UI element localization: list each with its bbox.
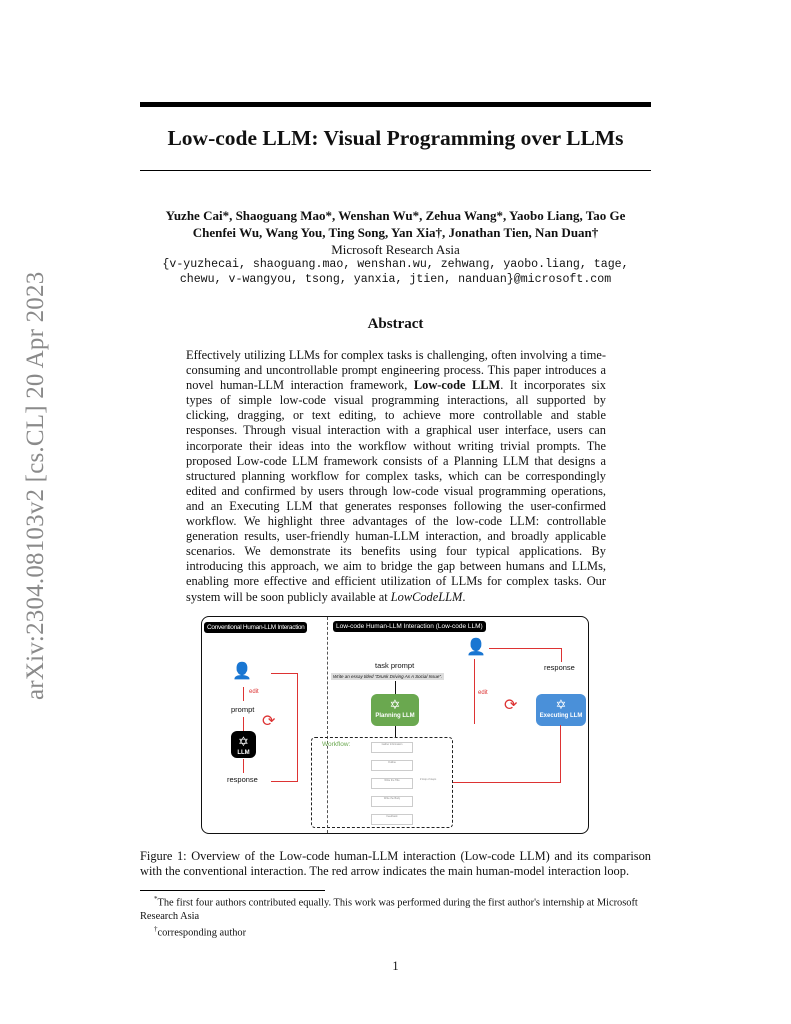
red-arrow <box>489 648 562 649</box>
affiliation: Microsoft Research Asia <box>331 242 460 257</box>
workflow-step: Feedback <box>371 814 413 825</box>
loop-note: # loop of steps <box>420 778 437 781</box>
planning-llm-box <box>371 694 419 726</box>
abstract-text: Effectively utilizing LLMs for complex tasks is challenging, often involving a time-consuming and uncontrollable prompt engineering process. This paper introduces a novel human-LLM interaction framework, <box>186 348 606 393</box>
emails-line-1: {v-yuzhecai, shaoguang.mao, wenshan.wu, zehwang, yaobo.liang, tage, <box>162 258 629 271</box>
page-number: 1 <box>392 959 399 973</box>
prompt-label: prompt <box>231 705 255 714</box>
footnote-mark: † <box>154 925 158 933</box>
footnote-mark: * <box>154 895 158 903</box>
user-icon: 👤 <box>232 663 252 680</box>
response-label: response <box>227 775 258 784</box>
figure-caption: Figure 1: Overview of the Low-code human-LLM interaction (Low-code LLM) and its comparison with the conventional interaction. The red arrow indicates the main human-model interaction loop. <box>140 849 651 878</box>
footnote-2 <box>154 923 246 940</box>
workflow-step: Gather Information <box>371 742 413 753</box>
arrow <box>243 717 244 731</box>
lowcode-title: Low-code Human-LLM Interaction (Low-code LLM) <box>333 621 486 632</box>
cycle-icon: ⟳ <box>504 697 518 714</box>
paper-title: Low-code LLM: Visual Programming over LLMs <box>167 126 624 150</box>
footnote-text: corresponding author <box>157 927 247 939</box>
framework-name: Low-code LLM <box>413 378 501 393</box>
edit-label: edit <box>478 690 488 696</box>
abstract-text: . It incorporates six types of simple low-code visual programming interactions, all supported by clicking, dragging, or text editing, to achieve more controllable and stable responses. Through visual interaction with a graphical user interface, users can incorporate their ideas into the workflow without writing trivial prompts. The proposed Low-code LLM framework consists of a Planning LLM that designs a structured planning workflow for complex tasks, which can be correspondingly edited and confirmed by users through low-code visual programming operations, and an Executing LLM that generates responses following the user-confirmed workflow. We highlight three advantages of the low-code LLM: controllable generation results, user-friendly human-LLM interaction, and broadly applicable scenarios. We demonstrate its benefits using four typical applications. By introducing this approach, we aim to bridge the gap between humans and LLMs, enabling more effective and efficient utilization of LLMs for complex tasks. Our system will be soon publicly available at <box>186 378 606 604</box>
title-rule <box>140 170 651 171</box>
workflow-step: Outline <box>371 760 413 771</box>
executing-label: Executing LLM <box>539 713 583 719</box>
emails-line-2: chewu, v-wangyou, tsong, yanxia, jtien, nanduan}@microsoft.com <box>179 273 612 286</box>
workflow-panel <box>311 737 453 828</box>
edit-arrow <box>474 659 475 724</box>
workflow-label: Workflow: <box>322 741 351 748</box>
arrow <box>243 687 244 701</box>
workflow-step: Write the Title <box>371 778 413 789</box>
abstract-heading: Abstract <box>367 316 424 332</box>
task-prompt-label: task prompt <box>375 661 415 670</box>
lowcodellm-link[interactable]: LowCodeLLM <box>390 589 463 604</box>
executing-llm-box <box>536 694 586 726</box>
arrow <box>395 726 396 737</box>
cycle-icon: ⟳ <box>262 713 276 730</box>
llm-icon: ✡ <box>238 734 249 749</box>
abstract-end: . <box>462 589 466 604</box>
figure-1 <box>201 616 589 834</box>
planning-label: Planning LLM <box>375 713 415 719</box>
llm-icon: ✡ <box>555 697 567 712</box>
arrow <box>243 759 244 773</box>
abstract-body <box>186 348 606 605</box>
llm-box <box>231 731 256 758</box>
llm-icon: ✡ <box>389 697 401 712</box>
red-arrow-to-executing <box>453 725 561 783</box>
conventional-title: Conventional Human-LLM Interaction <box>204 622 307 633</box>
edit-label: edit <box>249 689 259 695</box>
llm-label: LLM <box>237 750 250 756</box>
user-icon: 👤 <box>466 639 486 656</box>
footnote-1 <box>140 893 651 923</box>
arxiv-stamp: arXiv:2304.08103v2 [cs.CL] 20 Apr 2023 <box>22 271 49 700</box>
authors-line-1: Yuzhe Cai*, Shaoguang Mao*, Wenshan Wu*, Zehua Wang*, Yaobo Liang, Tao Ge <box>165 208 626 223</box>
workflow-step: Write the Body <box>371 796 413 807</box>
response-label: response <box>544 663 575 672</box>
red-arrow <box>561 648 562 662</box>
example-prompt: Write an essay titled "Drunk Driving As A Social Issue". <box>333 674 443 679</box>
footnote-text: The first four authors contributed equally. This work was performed during the first author's internship at Microsoft Research Asia <box>140 897 638 922</box>
arrow <box>395 681 396 694</box>
workflow-steps <box>371 742 414 826</box>
authors-line-2: Chenfei Wu, Wang You, Ting Song, Yan Xia†, Jonathan Tien, Nan Duan† <box>192 225 599 240</box>
footnote-rule <box>140 890 325 891</box>
top-rule <box>140 102 651 107</box>
